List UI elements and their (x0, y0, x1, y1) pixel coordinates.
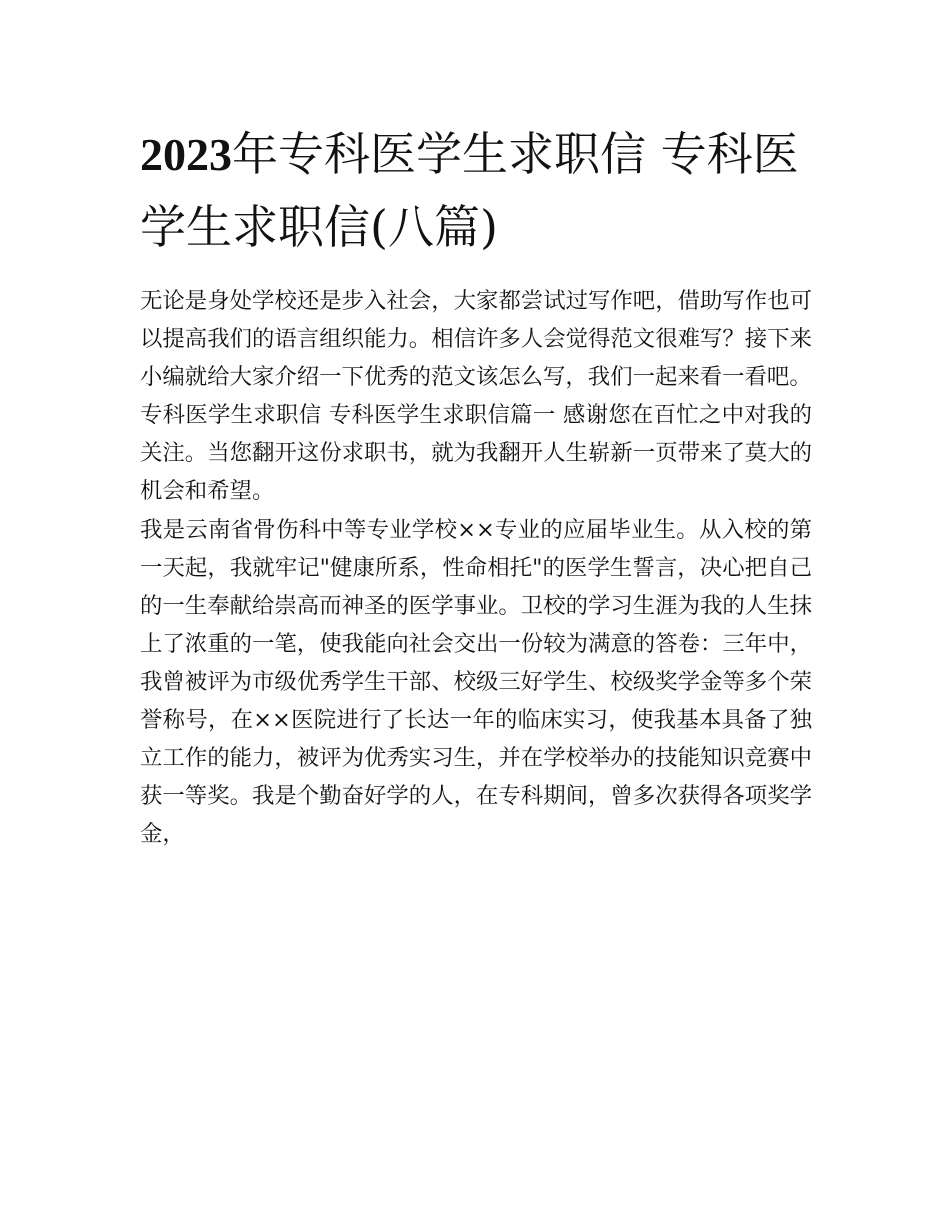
paragraph-opening: 专科医学生求职信 专科医学生求职信篇一 感谢您在百忙之中对我的关注。当您翻开这份求职书，就为我翻开人生崭新一页带来了莫大的机会和希望。 (140, 402, 812, 505)
document-body (140, 282, 812, 853)
document-title (140, 118, 820, 263)
paragraph-intro: 无论是身处学校还是步入社会，大家都尝试过写作吧，借助写作也可以提高我们的语言组织能力。相信许多人会觉得范文很难写？接下来小编就给大家介绍一下优秀的范文该怎么写，我们一起来看一看吧。 (140, 288, 812, 391)
paragraph-background: 我是云南省骨伤科中等专业学校××专业的应届毕业生。从入校的第一天起，我就牢记"健康所系，性命相托"的医学生誓言，决心把自己的一生奉献给崇高而神圣的医学事业。卫校的学习生涯为我的人生抹上了浓重的一笔，使我能向社会交出一份较为满意的答卷：三年中，我曾被评为市级优秀学生干部、校级三好学生、校级奖学金等多个荣誉称号，在××医院进行了长达一年的临床实习，使我基本具备了独立工作的能力，被评为优秀实习生，并在学校举办的技能知识竞赛中获一等奖。我是个勤奋好学的人，在专科期间，曾多次获得各项奖学金， (140, 516, 812, 848)
title-text: 年专科医学生求职信 专科医学生求职信(八篇) (140, 127, 799, 254)
title-year: 2023 (140, 129, 232, 180)
